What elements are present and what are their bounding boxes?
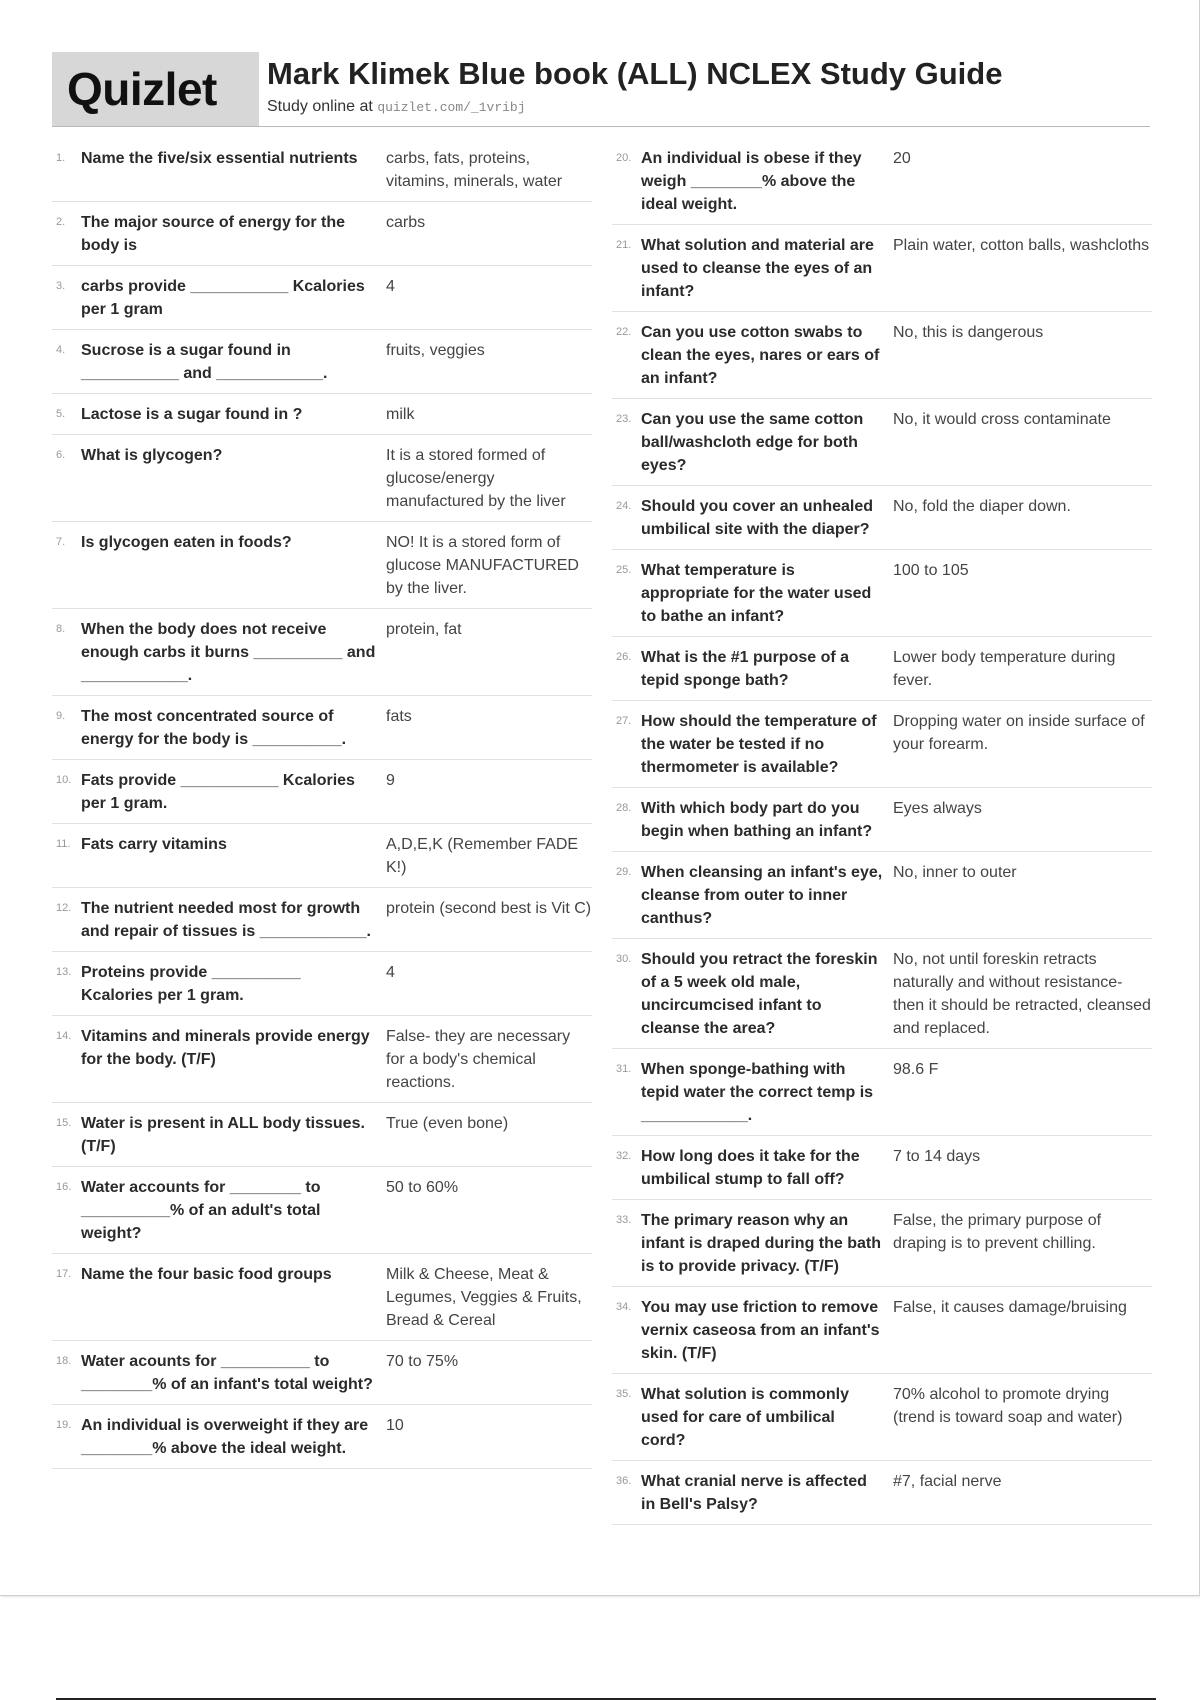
card-definition: carbs, fats, proteins, vitamins, minerals, water <box>386 150 563 190</box>
card-definition: No, inner to outer <box>893 864 1017 881</box>
card-term: Sucrose is a sugar found in ___________ and ____________. <box>81 342 328 382</box>
card-term: The nutrient needed most for growth and repair of tissues is ____________. <box>81 900 371 940</box>
card-row <box>612 1374 1152 1461</box>
card-definition: No, it would cross contaminate <box>893 411 1111 428</box>
card-term: Fats provide ___________ Kcalories per 1 gram. <box>81 772 355 812</box>
card-number: 19. <box>56 1419 72 1431</box>
card-definition: fats <box>386 708 412 725</box>
card-number: 3. <box>56 280 66 292</box>
card-term: Can you use cotton swabs to clean the eyes, nares or ears of an infant? <box>641 324 880 387</box>
page-header <box>52 52 1150 127</box>
card-term: How long does it take for the umbilical stump to fall off? <box>641 1148 860 1188</box>
card-row <box>612 701 1152 788</box>
card-number: 15. <box>56 1117 72 1129</box>
card-number: 18. <box>56 1355 72 1367</box>
card-row <box>52 760 592 824</box>
card-term: Water acounts for __________ to ________% of an infant's total weight? <box>81 1353 373 1393</box>
card-definition: carbs <box>386 214 426 231</box>
card-number: 14. <box>56 1030 72 1042</box>
card-definition: Lower body temperature during fever. <box>893 649 1116 689</box>
card-term: Is glycogen eaten in foods? <box>81 534 292 551</box>
card-number: 22. <box>616 326 632 338</box>
card-definition: 9 <box>386 772 395 789</box>
card-term: When sponge-bathing with tepid water the correct temp is ____________. <box>641 1061 874 1124</box>
card-row <box>612 486 1152 550</box>
card-term: An individual is overweight if they are ________% above the ideal weight. <box>81 1417 369 1457</box>
left-card-column <box>52 138 592 1469</box>
logo-text: Quizlet <box>67 63 217 115</box>
card-number: 34. <box>616 1301 632 1313</box>
card-row <box>612 788 1152 852</box>
card-definition: Plain water, cotton balls, washcloths <box>893 237 1150 254</box>
card-number: 2. <box>56 216 66 228</box>
card-definition: It is a stored formed of glucose/energy manufactured by the liver <box>386 447 566 510</box>
card-number: 5. <box>56 408 66 420</box>
card-row <box>612 1461 1152 1525</box>
card-number: 10. <box>56 774 72 786</box>
card-number: 31. <box>616 1063 632 1075</box>
card-definition: milk <box>386 406 415 423</box>
card-row <box>52 1405 592 1469</box>
card-number: 1. <box>56 152 66 164</box>
card-term: What is the #1 purpose of a tepid sponge bath? <box>641 649 850 689</box>
card-definition: 100 to 105 <box>893 562 969 579</box>
card-row <box>52 522 592 609</box>
card-definition: 4 <box>386 964 395 981</box>
card-term: What solution and material are used to cleanse the eyes of an infant? <box>641 237 874 300</box>
card-term: An individual is obese if they weigh ________% above the ideal weight. <box>641 150 862 213</box>
card-definition: 4 <box>386 278 395 295</box>
card-number: 13. <box>56 966 72 978</box>
card-number: 16. <box>56 1181 72 1193</box>
card-row <box>52 696 592 760</box>
card-term: What is glycogen? <box>81 447 223 464</box>
card-row <box>612 1049 1152 1136</box>
card-term: The primary reason why an infant is draped during the bath is to provide privacy. (T/F) <box>641 1212 881 1275</box>
card-row <box>52 1103 592 1167</box>
card-definition: False- they are necessary for a body's chemical reactions. <box>386 1028 571 1091</box>
card-row <box>52 1016 592 1103</box>
card-number: 30. <box>616 953 632 965</box>
card-number: 23. <box>616 413 632 425</box>
card-number: 9. <box>56 710 66 722</box>
card-definition: 7 to 14 days <box>893 1148 981 1165</box>
card-number: 27. <box>616 715 632 727</box>
card-definition: False, it causes damage/bruising <box>893 1299 1127 1316</box>
card-number: 7. <box>56 536 66 548</box>
card-definition: 20 <box>893 150 911 167</box>
card-row <box>52 609 592 696</box>
card-number: 26. <box>616 651 632 663</box>
card-number: 4. <box>56 344 66 356</box>
card-number: 6. <box>56 449 66 461</box>
card-term: Vitamins and minerals provide energy for the body. (T/F) <box>81 1028 370 1068</box>
card-definition: 10 <box>386 1417 404 1434</box>
card-term: The most concentrated source of energy for the body is __________. <box>81 708 347 748</box>
card-term: What temperature is appropriate for the water used to bathe an infant? <box>641 562 872 625</box>
card-term: Name the four basic food groups <box>81 1266 332 1283</box>
card-term: Name the five/six essential nutrients <box>81 150 358 167</box>
card-row <box>52 888 592 952</box>
card-number: 25. <box>616 564 632 576</box>
card-term: Lactose is a sugar found in ? <box>81 406 303 423</box>
card-number: 20. <box>616 152 632 164</box>
card-row <box>612 399 1152 486</box>
study-url-link[interactable]: quizlet.com/_1vribj <box>377 100 526 115</box>
card-term: Fats carry vitamins <box>81 836 227 853</box>
card-row <box>52 952 592 1016</box>
card-row <box>52 330 592 394</box>
card-row <box>612 852 1152 939</box>
card-row <box>612 1136 1152 1200</box>
card-row <box>612 550 1152 637</box>
card-row <box>612 637 1152 701</box>
card-definition: No, not until foreskin retracts naturally and without resistance- then it should be retracted, cleansed and replaced. <box>893 951 1151 1037</box>
card-term: Should you retract the foreskin of a 5 week old male, uncircumcised infant to cleanse the area? <box>641 951 878 1037</box>
card-definition: 70 to 75% <box>386 1353 459 1370</box>
card-definition: Milk & Cheese, Meat & Legumes, Veggies & Fruits, Bread & Cereal <box>386 1266 582 1329</box>
card-number: 24. <box>616 500 632 512</box>
card-definition: 98.6 F <box>893 1061 939 1078</box>
card-number: 12. <box>56 902 72 914</box>
study-online-line <box>267 98 526 116</box>
card-number: 8. <box>56 623 66 635</box>
card-definition: Eyes always <box>893 800 982 817</box>
page-title: Mark Klimek Blue book (ALL) NCLEX Study Guide <box>267 56 1003 91</box>
card-number: 11. <box>56 838 71 850</box>
card-term: carbs provide ___________ Kcalories per 1 gram <box>81 278 365 318</box>
card-row <box>612 1287 1152 1374</box>
card-term: When the body does not receive enough carbs it burns __________ and ____________. <box>81 621 376 684</box>
card-number: 17. <box>56 1268 72 1280</box>
card-term: What solution is commonly used for care of umbilical cord? <box>641 1386 850 1449</box>
card-row <box>52 1341 592 1405</box>
card-number: 28. <box>616 802 632 814</box>
card-number: 35. <box>616 1388 632 1400</box>
card-definition: No, fold the diaper down. <box>893 498 1071 515</box>
card-definition: #7, facial nerve <box>893 1473 1002 1490</box>
card-definition: A,D,E,K (Remember FADE K!) <box>386 836 579 876</box>
card-row <box>52 202 592 266</box>
card-term: You may use friction to remove vernix caseosa from an infant's skin. (T/F) <box>641 1299 880 1362</box>
card-definition: 70% alcohol to promote drying (trend is toward soap and water) <box>893 1386 1123 1426</box>
card-row <box>612 312 1152 399</box>
card-definition: Dropping water on inside surface of your forearm. <box>893 713 1145 753</box>
card-row <box>52 266 592 330</box>
card-term: Should you cover an unhealed umbilical site with the diaper? <box>641 498 874 538</box>
card-row <box>52 435 592 522</box>
card-number: 29. <box>616 866 632 878</box>
card-row <box>612 1200 1152 1287</box>
card-definition: protein (second best is Vit C) <box>386 900 592 917</box>
card-row <box>52 824 592 888</box>
card-row <box>612 939 1152 1049</box>
card-term: How should the temperature of the water be tested if no thermometer is available? <box>641 713 877 776</box>
card-definition: True (even bone) <box>386 1115 509 1132</box>
card-row <box>612 225 1152 312</box>
card-definition: 50 to 60% <box>386 1179 459 1196</box>
card-term: The major source of energy for the body is <box>81 214 346 254</box>
card-term: Can you use the same cotton ball/washcloth edge for both eyes? <box>641 411 864 474</box>
card-term: Water accounts for ________ to __________% of an adult's total weight? <box>81 1179 321 1242</box>
right-card-column <box>612 138 1152 1525</box>
card-row <box>52 1167 592 1254</box>
card-definition: fruits, veggies <box>386 342 485 359</box>
quizlet-logo[interactable] <box>52 52 259 126</box>
card-definition: NO! It is a stored form of glucose MANUFACTURED by the liver. <box>386 534 579 597</box>
card-number: 33. <box>616 1214 632 1226</box>
card-row <box>52 1254 592 1341</box>
card-number: 21. <box>616 239 632 251</box>
card-definition: False, the primary purpose of draping is to prevent chilling. <box>893 1212 1102 1252</box>
card-definition: protein, fat <box>386 621 462 638</box>
card-term: Water is present in ALL body tissues. (T/F) <box>81 1115 365 1155</box>
card-number: 32. <box>616 1150 632 1162</box>
card-term: With which body part do you begin when bathing an infant? <box>641 800 873 840</box>
study-online-prefix: Study online at <box>267 98 373 115</box>
card-row <box>612 138 1152 225</box>
card-number: 36. <box>616 1475 632 1487</box>
card-term: When cleansing an infant's eye, cleanse from outer to inner canthus? <box>641 864 883 927</box>
card-term: Proteins provide __________ Kcalories per 1 gram. <box>81 964 301 1004</box>
card-definition: No, this is dangerous <box>893 324 1044 341</box>
card-term: What cranial nerve is affected in Bell's Palsy? <box>641 1473 867 1513</box>
card-row <box>52 394 592 435</box>
card-row <box>52 138 592 202</box>
